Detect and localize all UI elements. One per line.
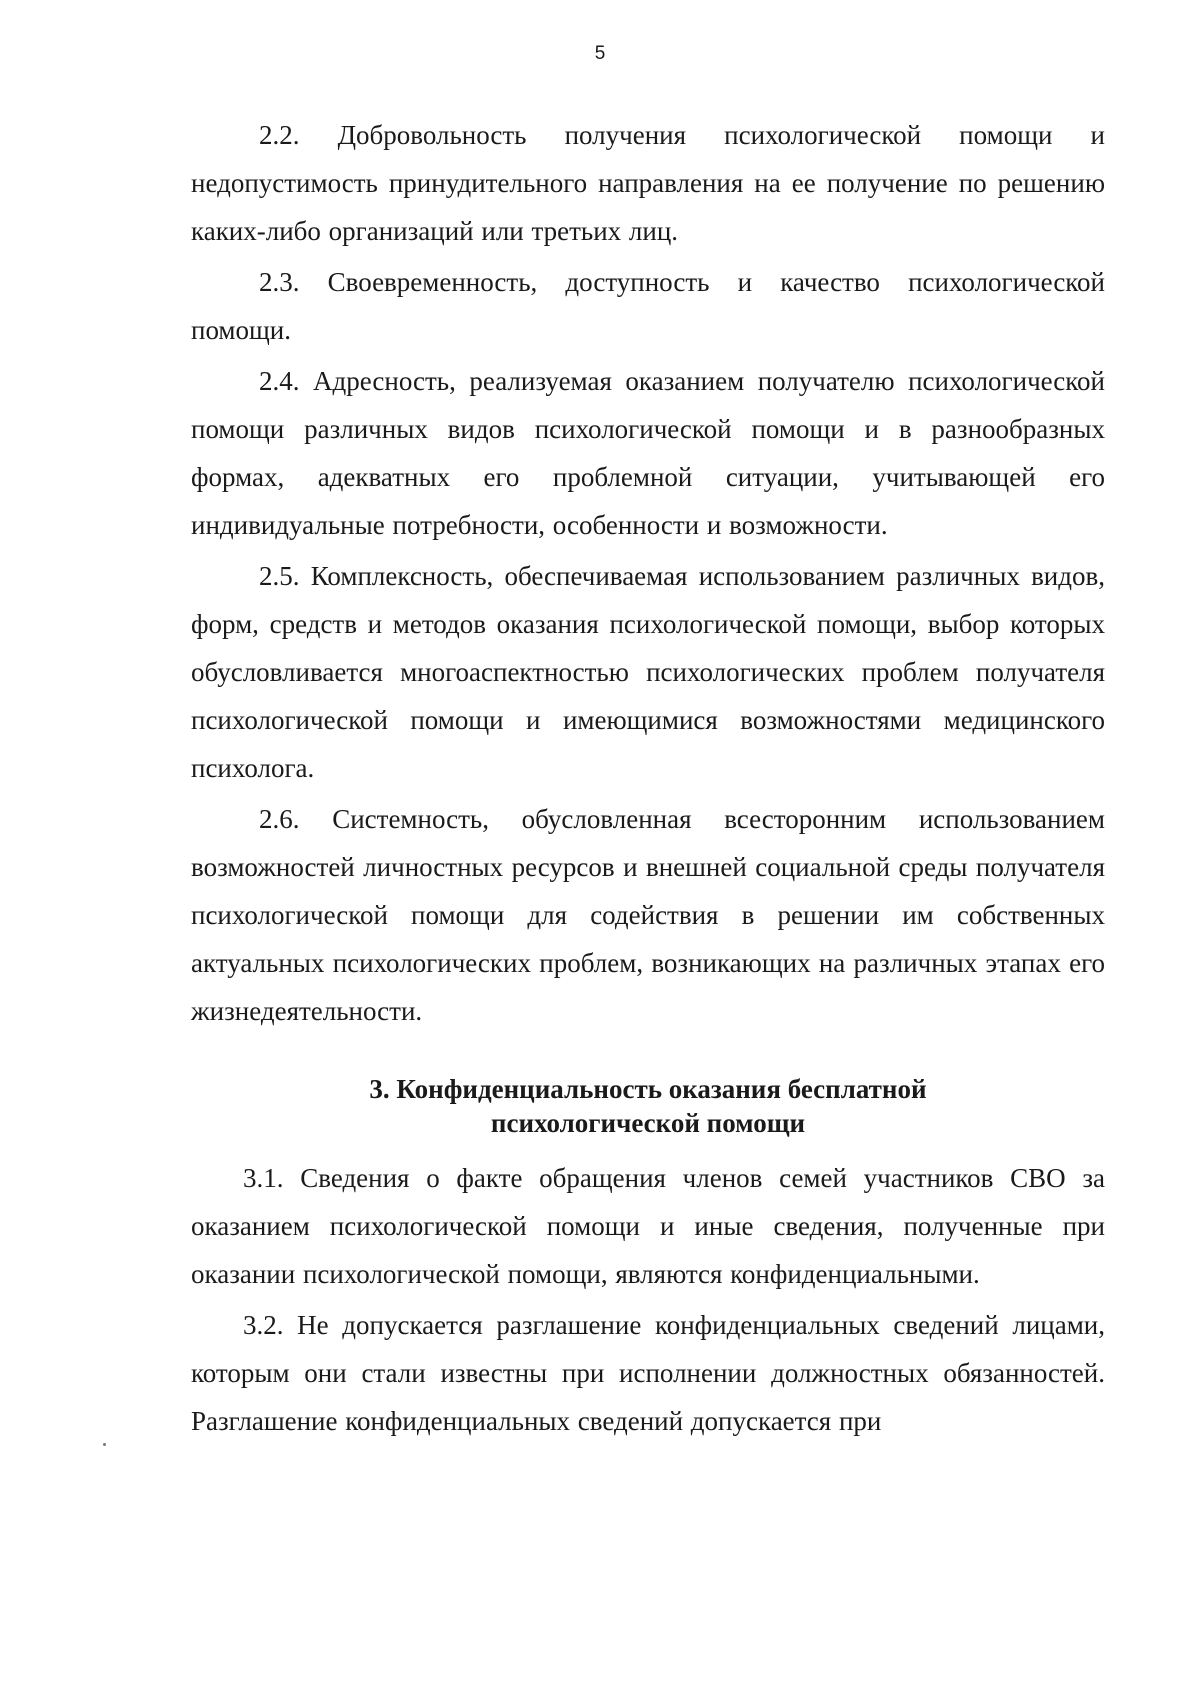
section-3-heading	[191, 1072, 1105, 1140]
page-number: 5	[594, 43, 606, 64]
document-body	[191, 111, 1105, 1445]
paragraph-2-6: 2.6. Системность, обусловленная всесторонним использованием возможностей личностных ресурсов и внешней социальной среды получателя психологической помощи для содействия в решении им собственных актуальных психологических проблем, возникающих на различных этапах его жизнедеятельности.	[191, 804, 1105, 1026]
paragraph-2-4: 2.4. Адресность, реализуемая оказанием получателю психологической помощи различных видов психологической помощи и в разнообразных формах, адекватных его проблемной ситуации, учитывающей его индивидуальные потребности, особенности и возможности.	[191, 366, 1105, 540]
paragraph-3-1: 3.1. Сведения о факте обращения членов семей участников СВО за оказанием психологической помощи и иные сведения, полученные при оказании психологической помощи, являются конфиденциальными.	[191, 1163, 1105, 1289]
paragraph-3-2: 3.2. Не допускается разглашение конфиденциальных сведений лицами, которым они стали известны при исполнении должностных обязанностей. Разглашение конфиденциальных сведений допускается при	[191, 1310, 1105, 1436]
paragraph-2-2: 2.2. Добровольность получения психологической помощи и недопустимость принудительного направления на ее получение по решению каких-либо организаций или третьих лиц.	[191, 120, 1105, 246]
paragraph-2-3: 2.3. Своевременность, доступность и качество психологической помощи.	[191, 267, 1105, 345]
scan-speck	[103, 1443, 106, 1446]
section-3-heading-line2: психологической помощи	[490, 1108, 806, 1138]
section-3-heading-line1: 3. Конфиденциальность оказания бесплатной	[369, 1074, 927, 1104]
paragraph-2-5: 2.5. Комплексность, обеспечиваемая использованием различных видов, форм, средств и методов оказания психологической помощи, выбор которых обусловливается многоаспектностью психологических проблем получателя психологической помощи и имеющимися возможностями медицинского психолога.	[191, 561, 1105, 783]
